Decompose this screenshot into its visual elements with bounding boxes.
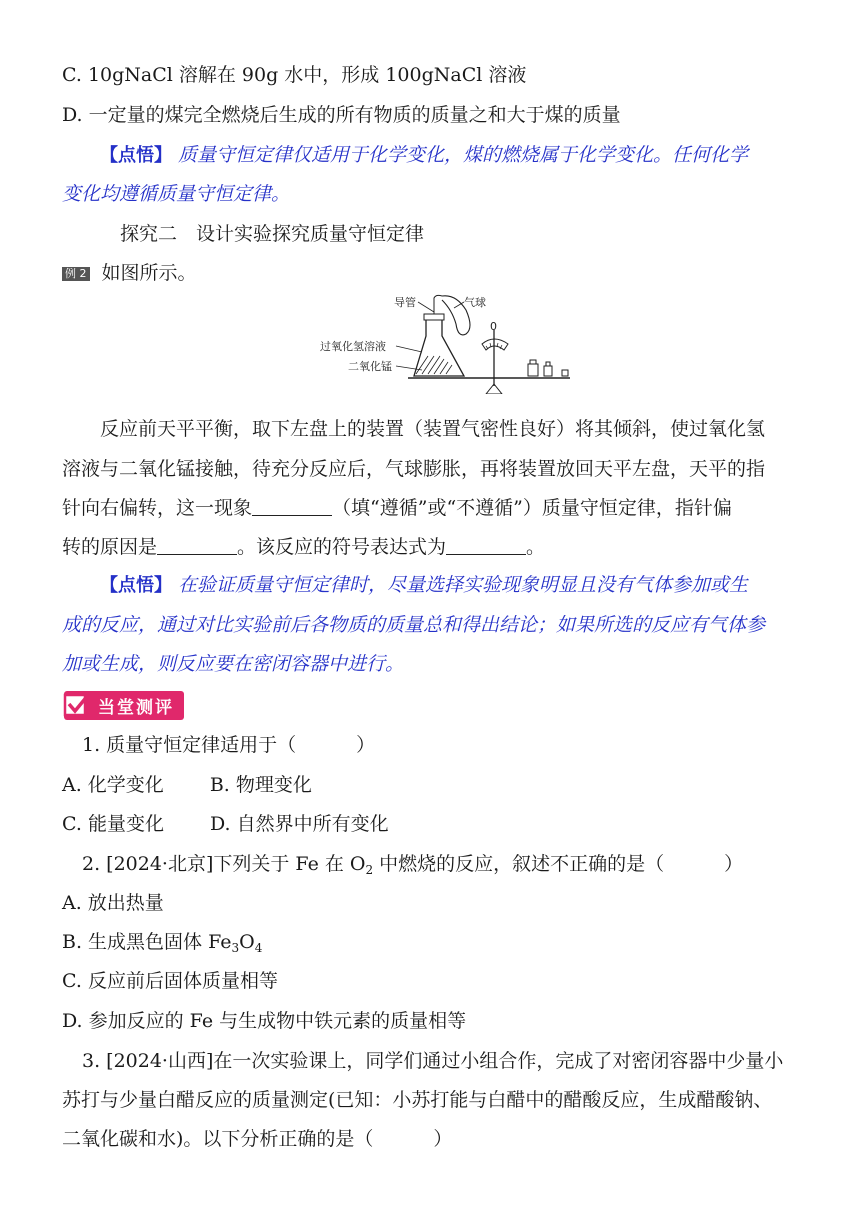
q2-option-d: D. 参加反应的 Fe 与生成物中铁元素的质量相等	[62, 1010, 467, 1032]
para-3a: 针向右偏转，这一现象	[62, 497, 253, 519]
q2-b-sub-2: 4	[254, 941, 263, 955]
q1-option-a: A. 化学变化	[62, 774, 164, 796]
experiment-figure	[318, 290, 582, 394]
tip-2-line-1	[100, 572, 802, 599]
q1-option-b: B. 物理变化	[209, 774, 312, 796]
question-3-line-1: 3. [2024·山西]在一次实验课上，同学们通过小组合作，完成了对密闭容器中少量小	[82, 1050, 784, 1072]
question-3-line-2: 苏打与少量白醋反应的质量测定(已知：小苏打能与白醋中的醋酸反应，生成醋酸钠、	[62, 1089, 773, 1111]
question-1	[82, 732, 802, 758]
para-3b: （填“遵循”或“不遵循”）质量守恒定律，指针偏	[332, 497, 732, 519]
option-d: D. 一定量的煤完全燃烧后生成的所有物质的质量之和大于煤的质量	[62, 104, 621, 126]
tip-1-line-1	[100, 142, 802, 169]
question-2-paren: ）	[724, 853, 744, 875]
q2-option-a: A. 放出热量	[62, 892, 164, 914]
banner-label: 当堂测评	[64, 691, 184, 720]
question-3-line-3	[62, 1126, 802, 1152]
para-line-3	[62, 495, 802, 521]
question-1-text: 1. 质量守恒定律适用于（	[82, 734, 297, 756]
answer-blank-1[interactable]	[252, 497, 332, 516]
q1-option-c: C. 能量变化	[62, 813, 164, 835]
q1-options-cd	[62, 811, 802, 837]
tip-2-line-3: 加或生成，则反应要在密闭容器中进行。	[62, 653, 405, 675]
label-h2o2: 过氧化氢溶液	[320, 340, 386, 353]
label-mno2: 二氧化锰	[348, 360, 392, 373]
tip-1-text: 质量守恒定律仅适用于化学变化，煤的燃烧属于化学变化。任何化学	[178, 144, 749, 166]
section-heading: 探究二 设计实验探究质量守恒定律	[120, 223, 425, 245]
check-box-icon	[62, 690, 92, 720]
para-line-2: 溶液与二氧化锰接触，待充分反应后，气球膨胀，再将装置放回天平左盘，天平的指	[62, 458, 766, 480]
label-zero: 0	[490, 320, 497, 333]
para-line-4	[62, 534, 802, 560]
question-2-text-a: 2. [2024·北京]下列关于 Fe 在 O	[82, 853, 366, 875]
tip-2-text: 在验证质量守恒定律时，尽量选择实验现象明显且没有气体参加或生	[178, 574, 749, 596]
question-2-text-b: 中燃烧的反应，叙述不正确的是（	[373, 853, 665, 875]
question-2-sub: 2	[365, 863, 374, 877]
q2-b-text: B. 生成黑色固体 Fe	[62, 931, 232, 953]
para-line-1: 反应前天平平衡，取下左盘上的装置（装置气密性良好）将其倾斜，使过氧化氢	[100, 418, 766, 440]
answer-blank-3[interactable]	[446, 536, 526, 555]
para-4b: 。该反应的符号表达式为	[237, 536, 447, 558]
tip-tag: 【点悟】	[100, 145, 172, 166]
q2-option-b	[62, 929, 802, 955]
label-tube: 导管	[394, 296, 416, 309]
tip-tag: 【点悟】	[100, 575, 172, 596]
example-badge: 例 2	[62, 267, 90, 281]
q2-b-sub-1: 3	[231, 941, 240, 955]
option-c: C. 10gNaCl 溶解在 90g 水中，形成 100gNaCl 溶液	[62, 64, 527, 86]
question-3-text: 二氧化碳和水)。以下分析正确的是（	[62, 1128, 374, 1150]
example-2	[62, 260, 802, 286]
para-4a: 转的原因是	[62, 536, 158, 558]
question-1-paren: ）	[356, 734, 376, 756]
question-3-paren: ）	[433, 1128, 453, 1150]
tip-2-line-2: 成的反应，通过对比实验前后各物质的质量总和得出结论；如果所选的反应有气体参	[62, 614, 766, 636]
label-balloon: 气球	[464, 296, 486, 309]
example-text: 如图所示。	[101, 262, 197, 284]
tip-1-line-2: 变化均遵循质量守恒定律。	[62, 183, 291, 205]
q1-option-d: D. 自然界中所有变化	[209, 813, 389, 835]
q2-b-o: O	[239, 931, 255, 953]
q1-options-ab	[62, 772, 802, 798]
question-2	[82, 851, 802, 877]
q2-option-c: C. 反应前后固体质量相等	[62, 970, 278, 992]
answer-blank-2[interactable]	[157, 536, 237, 555]
section-banner	[62, 690, 184, 720]
para-4c: 。	[526, 536, 546, 558]
